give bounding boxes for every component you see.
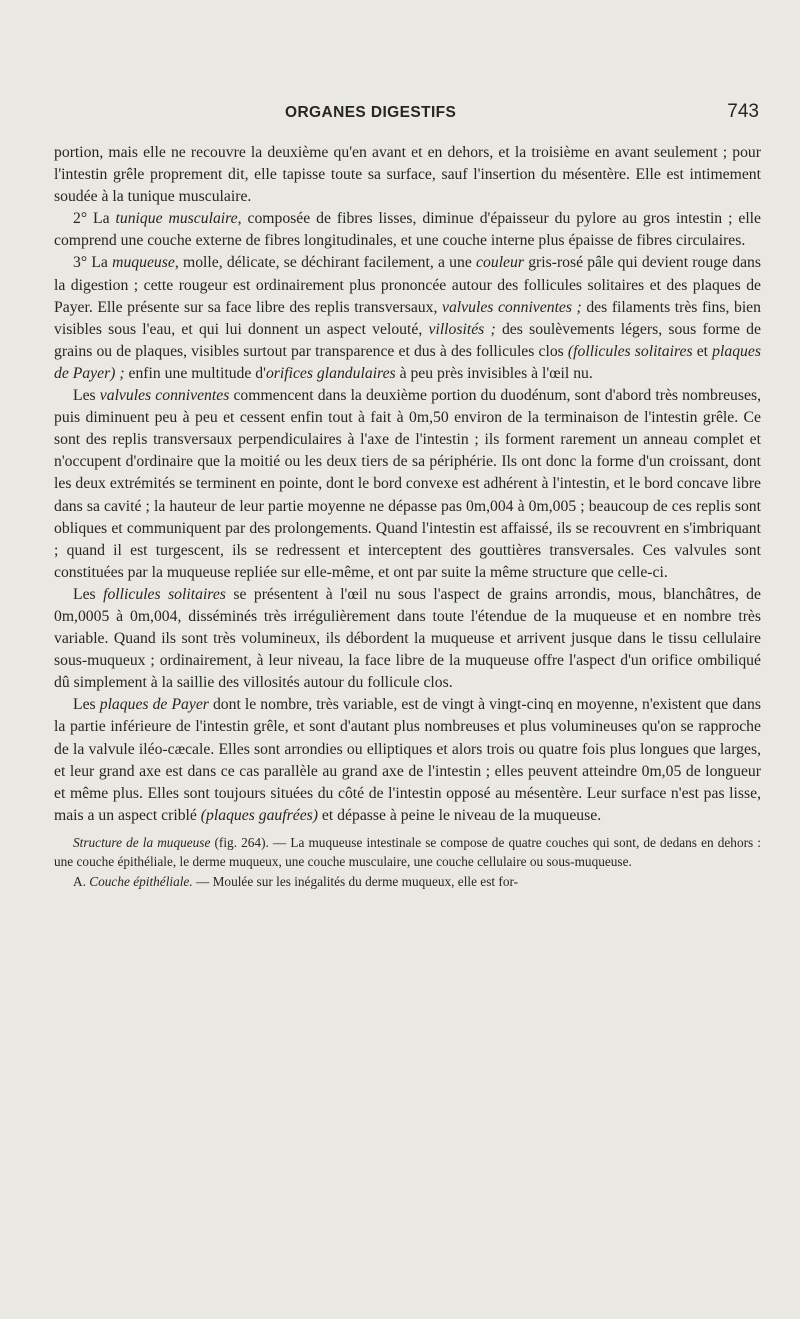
header-title: ORGANES DIGESTIFS: [285, 104, 457, 121]
term-italic: orifices glandulaires: [265, 364, 396, 382]
paragraph-text: portion, mais elle ne recouvre la deuxième qu'en avant et en dehors, et la troisième en avant seulement ; pour l'intestin grêle proprement dit, elle tapisse toute sa surface, sauf l'insertion du mésentère. Elle est intimement soudée à la tunique musculaire.: [54, 144, 761, 206]
text-run: A.: [73, 873, 90, 889]
text-run: Les: [73, 585, 104, 603]
paragraph-muqueuse: [54, 252, 761, 385]
term-italic: tunique musculaire: [115, 210, 238, 228]
paragraph-plaques: [54, 694, 761, 827]
text-run: (fig. 264). — La muqueuse intestinale se compose de quatre couches qui sont, de dedans en dehors : une couche épithéliale, le derme muqueux, une couche musculaire, une couche cellulaire ou sous-muqueuse.: [54, 834, 761, 870]
term-italic: follicules solitaires: [103, 585, 226, 603]
term-italic: plaques de Payer: [99, 696, 209, 714]
paragraph-continuation: [54, 142, 761, 208]
text-run: se présentent à l'œil nu sous l'aspect de grains arrondis, mous, blanchâtres, de 0m,0005 à 0m,004, disséminés très irrégulièrement dans toute l'étendue de la muqueuse et en nombre très variable. Quand ils sont très volumineux, ils débordent la muqueuse et arrivent jusque dans le tissu cellulaire sous-muqueux ; ordinairement, à leur niveau, la face libre de la muqueuse offre l'aspect d'un orifice ombiliqué dû simplement à la saillie des villosités autour du follicule clos.: [54, 585, 761, 692]
text-run: , molle, délicate, se déchirant facilement, a une: [174, 254, 477, 272]
term-italic: muqueuse: [112, 254, 175, 272]
text-run: commencent dans la deuxième portion du duodénum, sont d'abord très nombreuses, puis diminuent peu à peu et cessent enfin tout à fait à 0m,50 environ de la terminaison de l'intestin grêle. Ce sont des replis transversaux perpendiculaires à l'axe de l'intestin ; ils forment rarement un anneau complet et n'occupent d'ordinaire que la moitié ou les deux tiers de sa périphérie. Ils ont donc la forme d'un croissant, dont les deux extrémités se terminent en pointe, dont le bord convexe est adhérent à l'intestin, et le bord concave libre dans sa cavité ; la hauteur de leur partie moyenne ne dépasse pas 0m,004 à 0m,005 ; beaucoup de ces replis sont obliques et communiquent par des prolongements. Quand l'intestin est affaissé, ils se recouvrent en s'imbriquant ; quand il est turgescent, ils se redressent et interceptent des gouttières transversales. Ces valvules sont constituées par la muqueuse repliée sur elle-même, et ont par suite la même structure que celle-ci.: [54, 387, 761, 581]
term-italic: Couche épithéliale.: [89, 873, 193, 889]
main-text: [54, 142, 761, 891]
page-number: 743: [727, 101, 759, 122]
text-run: des filaments très fins, bien visibles sous l'eau, et qui lui donnent un aspect velouté,: [54, 298, 761, 338]
text-run: gris-rosé pâle qui devient rouge dans la digestion ; cette rougeur est ordinairement plus prononcée autour des follicules solitaires et des plaques de Payer. Elle présente sur sa face libre des replis transversaux,: [54, 254, 761, 316]
small-print-section: [54, 833, 761, 892]
text-run: 3° La: [73, 254, 113, 272]
term-italic: (plaques gaufrées): [200, 806, 318, 824]
text-run: 2° La: [73, 210, 116, 228]
text-run: dont le nombre, très variable, est de vingt à vingt-cinq en moyenne, n'existent que dans la partie inférieure de l'intestin grêle, et sont d'autant plus nombreuses et plus volumineuses qu'on se rapproche de la valvule iléo-cæcale. Elles sont arrondies ou elliptiques et alors trois ou quatre fois plus longues que larges, et leur grand axe est dans ce cas parallèle au grand axe de l'intestin ; elles peuvent atteindre 0m,05 de longueur et même plus. Elles sont toujours situées du côté de l'intestin opposé au mésentère. Leur surface n'est pas lisse, mais a un aspect criblé: [54, 696, 761, 824]
text-run: enfin une multitude d': [124, 364, 266, 382]
paragraph-structure: [54, 833, 761, 872]
paragraph-follicules: [54, 584, 761, 694]
paragraph-couche-epitheliale: [54, 872, 761, 892]
text-run: et dépasse à peine le niveau de la muqueuse.: [318, 806, 602, 824]
text-run: Les: [73, 387, 100, 405]
term-italic: valvules conniventes ;: [441, 298, 582, 316]
text-run: — Moulée sur les inégalités du derme muqueux, elle est for-: [192, 873, 519, 889]
term-italic: plaques de Payer) ;: [54, 342, 761, 382]
term-italic: couleur: [476, 254, 524, 272]
text-run: à peu près invisibles à l'œil nu.: [395, 364, 593, 382]
text-run: , composée de fibres lisses, diminue d'épaisseur du pylore au gros intestin ; elle comprend une couche externe de fibres longitudinales, et une couche interne plus épaisse de fibres circulaires.: [54, 210, 761, 250]
text-run: des soulèvements légers, sous forme de grains ou de plaques, visibles surtout par transparence et dus à des follicules clos: [54, 320, 761, 360]
term-italic: Structure de la muqueuse: [73, 834, 211, 850]
paragraph-tunique-musculaire: [54, 208, 761, 252]
paragraph-valvules: [54, 385, 761, 584]
term-italic: (follicules solitaires: [567, 342, 693, 360]
term-italic: valvules conniventes: [99, 387, 230, 405]
running-header: [54, 101, 761, 128]
term-italic: villosités ;: [428, 320, 496, 338]
text-run: Les: [73, 696, 100, 714]
text-run: et: [692, 342, 713, 360]
